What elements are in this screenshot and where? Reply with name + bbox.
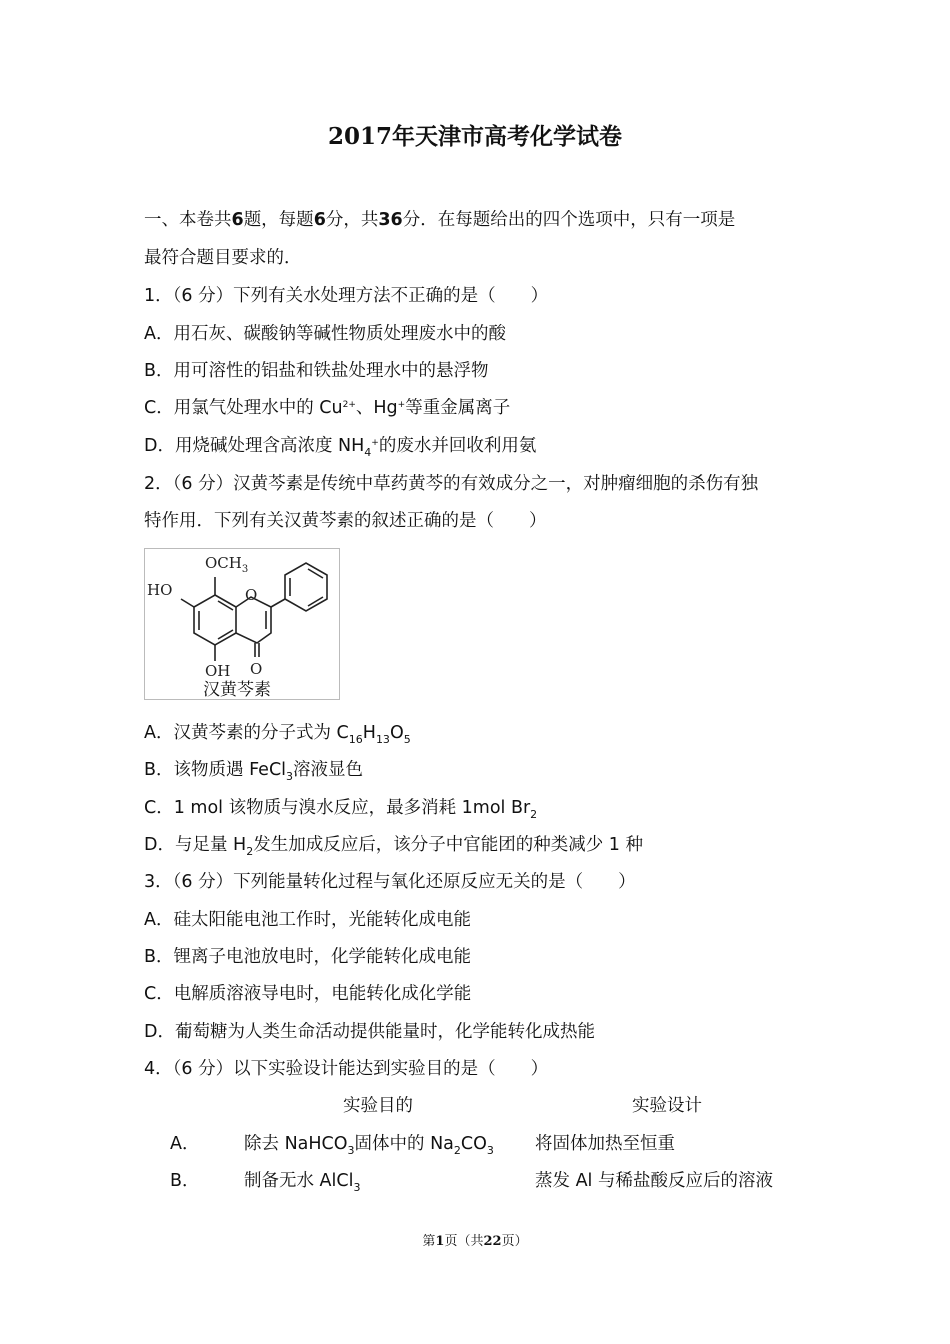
page-footer <box>0 1230 950 1249</box>
option-text: D．用烧碱处理含高浓度 NH <box>144 436 365 456</box>
subscript: 4 <box>364 446 372 459</box>
q3-option-c: C．电解质溶液导电时，电能转化成化学能 <box>144 984 472 1004</box>
q3-option-d: D．葡萄糖为人类生命活动提供能量时，化学能转化成热能 <box>144 1022 595 1042</box>
footer-text: 第 <box>422 1234 436 1249</box>
footer-text: 页（共 <box>444 1234 484 1249</box>
cell-text: 固体中的 Na <box>354 1134 454 1154</box>
option-text: O <box>389 723 404 743</box>
phenyl-double-bond <box>308 597 323 606</box>
q4-header-goal: 实验目的 <box>343 1096 413 1116</box>
subscript: 2 <box>530 808 538 821</box>
q1-option-d <box>144 432 536 457</box>
option-text: A．汉黄芩素的分子式为 C <box>144 723 349 743</box>
cell-text: 制备无水 AlCl <box>244 1171 354 1191</box>
option-text: 溶液显色 <box>293 760 364 780</box>
q4-row-b-label: B． <box>170 1171 200 1191</box>
phenyl-double-bond <box>308 569 323 578</box>
section-intro-line2: 最符合题目要求的． <box>144 248 302 268</box>
section-text: 分．在每题给出的四个选项中，只有一项是 <box>402 210 736 230</box>
q4-row-a-design: 将固体加热至恒重 <box>535 1134 675 1154</box>
option-text: D．与足量 H <box>144 835 247 855</box>
page-number: 1 <box>435 1234 445 1249</box>
option-text: C．用氯气处理水中的 Cu <box>144 398 343 418</box>
molecule-diagram <box>145 549 339 699</box>
ring-a-double-bond <box>218 601 233 610</box>
q1-option-a: A．用石灰、碳酸钠等碱性物质处理废水中的酸 <box>144 324 506 344</box>
total-score: 36 <box>378 210 403 230</box>
keto-oxygen-label: O <box>250 660 263 678</box>
subscript: 2 <box>453 1144 461 1157</box>
q2-stem-line1: 2．（6 分）汉黄芩素是传统中草药黄芩的有效成分之一，对肿瘤细胞的杀伤有独 <box>144 474 759 494</box>
oh-label: OH <box>205 662 231 680</box>
q4-row-a-label: A． <box>170 1134 200 1154</box>
molecule-name-label: 汉黄芩素 <box>203 680 271 699</box>
option-text: 发生加成反应后，该分子中官能团的种类减少 1 种 <box>253 835 643 855</box>
q4-row-b-goal <box>244 1167 360 1192</box>
q2-option-c <box>144 794 537 819</box>
q1-stem: 1．（6 分）下列有关水处理方法不正确的是（ ） <box>144 286 549 306</box>
superscript: 2+ <box>342 400 356 410</box>
option-text: C．1 mol 该物质与溴水反应，最多消耗 1mol Br <box>144 798 531 818</box>
q3-stem: 3．（6 分）下列能量转化过程与氧化还原反应无关的是（ ） <box>144 872 636 892</box>
option-text: H <box>362 723 376 743</box>
q4-row-b-design: 蒸发 Al 与稀盐酸反应后的溶液 <box>535 1171 773 1191</box>
q2-option-a <box>144 719 411 744</box>
section-text: 分，共 <box>325 210 379 230</box>
wogonin-structure-figure <box>144 548 340 700</box>
superscript: + <box>397 400 406 410</box>
q3-option-b: B．锂离子电池放电时，化学能转化成电能 <box>144 947 472 967</box>
cell-text: 除去 NaHCO <box>244 1134 348 1154</box>
section-intro-line1 <box>144 206 735 231</box>
cell-text: CO <box>460 1134 487 1154</box>
ring-oxygen-label: O <box>245 586 258 604</box>
ring-a-double-bond <box>218 630 233 639</box>
section-text: 一、本卷共 <box>144 210 232 230</box>
ho-bond <box>181 599 194 607</box>
subscript: 2 <box>246 845 254 858</box>
q4-stem: 4．（6 分）以下实验设计能达到实验目的是（ ） <box>144 1059 549 1079</box>
subscript: 3 <box>353 1181 361 1194</box>
page-title: 2017年天津市高考化学试卷 <box>327 123 622 150</box>
q3-option-a: A．硅太阳能电池工作时，光能转化成电能 <box>144 910 471 930</box>
option-text: B．该物质遇 FeCl <box>144 760 287 780</box>
ho-label: HO <box>147 581 173 599</box>
section-text: 题，每题 <box>243 210 314 230</box>
q2-option-b <box>144 756 363 781</box>
option-text: 等重金属离子 <box>405 398 511 418</box>
q4-row-a-goal <box>244 1130 494 1155</box>
ring-a <box>194 595 236 645</box>
phenyl-link <box>271 599 285 607</box>
phenyl-ring <box>285 563 327 611</box>
q2-stem-line2: 特作用．下列有关汉黄芩素的叙述正确的是（ ） <box>144 511 547 531</box>
subscript: 3 <box>286 770 294 783</box>
score-per-question: 6 <box>313 210 326 230</box>
och3-label: $OCH_3$ <box>205 554 249 575</box>
question-count: 6 <box>231 210 244 230</box>
q2-option-d <box>144 831 643 856</box>
subscript: 13 <box>375 733 390 746</box>
q1-option-b: B．用可溶性的铝盐和铁盐处理水中的悬浮物 <box>144 361 489 381</box>
option-text: 的废水并回收利用氨 <box>378 436 537 456</box>
total-pages: 22 <box>483 1234 502 1249</box>
subscript: 3 <box>347 1144 355 1157</box>
footer-text: 页） <box>501 1234 528 1249</box>
superscript: + <box>371 438 379 448</box>
q1-option-c <box>144 394 510 419</box>
q4-header-design: 实验设计 <box>632 1096 702 1116</box>
subscript: 3 <box>486 1144 494 1157</box>
subscript: 5 <box>403 733 411 746</box>
subscript: 16 <box>348 733 363 746</box>
option-text: 、Hg <box>355 398 398 418</box>
